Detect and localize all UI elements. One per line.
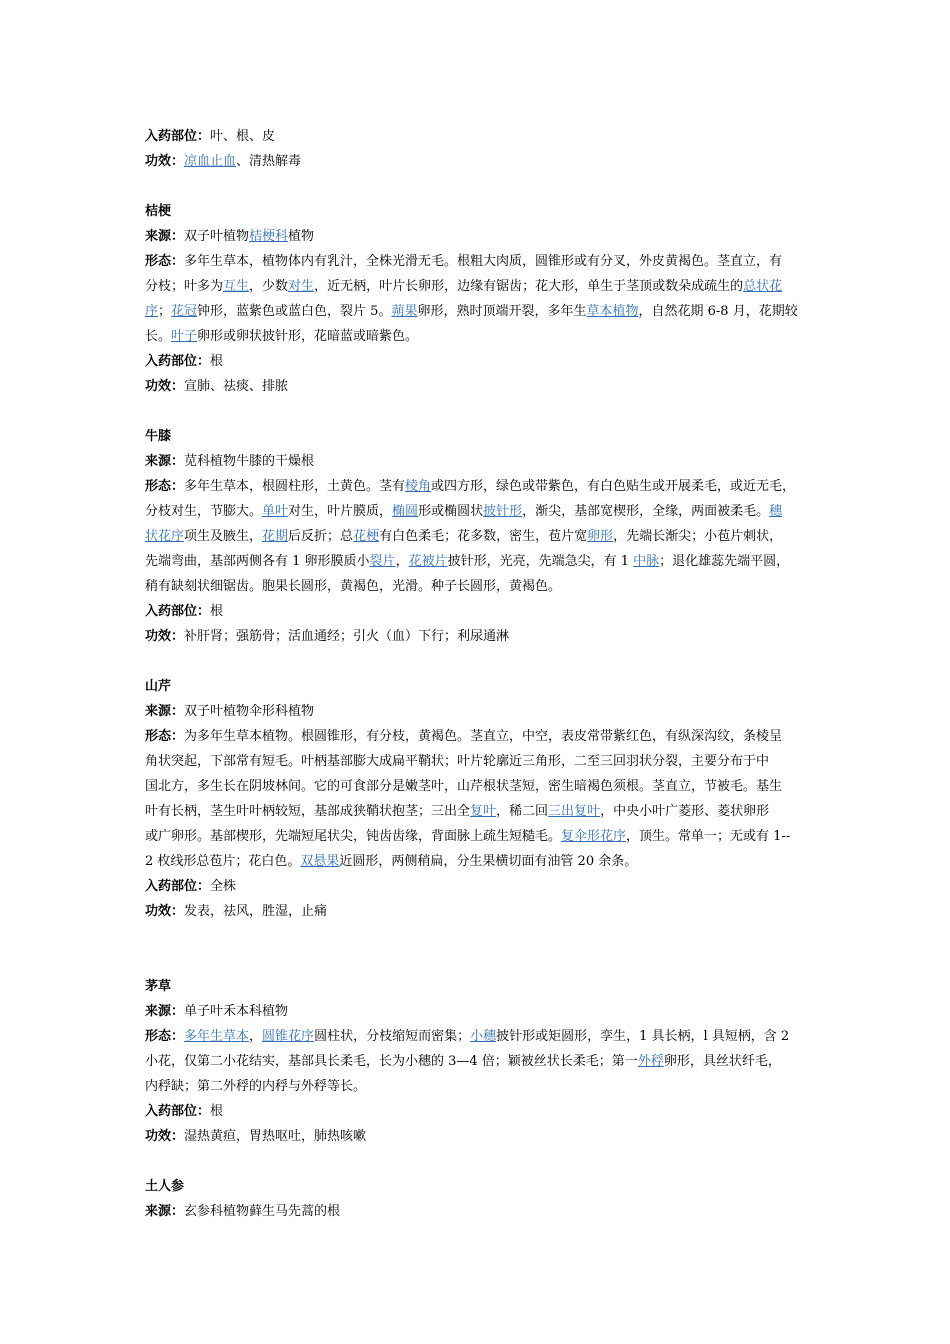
link-shuoguo[interactable]: 蒴果 (391, 304, 418, 319)
part-row: 入药部位：根 (145, 1104, 224, 1119)
link-sui[interactable]: 穗 (769, 504, 783, 519)
effect-row: 功效：凉血止血、清热解毒 (145, 154, 302, 169)
part-value: 叶、根、皮 (210, 129, 276, 144)
link-zhuanghuaxu[interactable]: 状花序 (145, 529, 185, 544)
effect-row: 功效：发表，祛风，胜湿，止痛 (145, 904, 328, 919)
link-duisheng[interactable]: 对生 (288, 279, 315, 294)
link-jiegengke[interactable]: 桔梗科 (249, 229, 289, 244)
link-huaguan[interactable]: 花冠 (171, 304, 198, 319)
part-row: 入药部位：全株 (145, 879, 237, 894)
link-shuangxuanguo[interactable]: 双悬果 (300, 854, 340, 869)
link-liepian[interactable]: 裂片 (369, 554, 396, 569)
source-row: 来源：双子叶植物伞形科植物 (145, 704, 315, 719)
effect-row: 功效：宣肺、祛痰、排脓 (145, 379, 289, 394)
effect-row: 功效：补肝肾；强筋骨；活血通经；引火（血）下行；利尿通淋 (145, 629, 510, 644)
link-luanxing[interactable]: 卵形 (587, 529, 614, 544)
link-xiaosui[interactable]: 小穗 (470, 1029, 497, 1044)
link-huabeipian[interactable]: 花被片 (408, 554, 448, 569)
source-row: 来源：双子叶植物桔梗科植物 (145, 229, 315, 244)
entry-title: 山芹 (145, 679, 172, 694)
link-yuanzhuihuaxu[interactable]: 圆锥花序 (262, 1029, 315, 1044)
link-yezi[interactable]: 叶子 (171, 329, 198, 344)
entry-title: 桔梗 (145, 204, 172, 219)
link-liangxue[interactable]: 凉血止血 (184, 154, 237, 169)
link-caobenzhiwu[interactable]: 草本植物 (586, 304, 639, 319)
morph-row: 形态：多年生草本，植物体内有乳汁，全株光滑无毛。根粗大肉质，圆锥形或有分叉，外皮黄褐色。茎直立，有 (145, 254, 783, 269)
morph-row: 形态：多年生草本，圆锥花序圆柱状，分枝缩短而密集；小穗披针形或矩圆形，孪生，1 具长柄，l 具短柄，含 2 (145, 1029, 790, 1044)
link-waifu[interactable]: 外稃 (637, 1054, 664, 1069)
part-label: 入药部位： (145, 129, 211, 144)
effect-label: 功效： (145, 154, 185, 169)
morph-row: 形态：为多年生草本植物。根圆锥形，有分枝，黄褐色。茎直立，中空，表皮常带紫红色，有纵深沟纹，条棱呈 (145, 729, 783, 744)
link-sanchufuye[interactable]: 三出复叶 (548, 804, 601, 819)
link-husheng[interactable]: 互生 (223, 279, 250, 294)
link-zhongmai[interactable]: 中脉 (633, 554, 660, 569)
source-row: 来源：单子叶禾本科植物 (145, 1004, 289, 1019)
part-row (145, 124, 815, 149)
entry-title: 牛膝 (145, 429, 172, 444)
part-row: 入药部位：根 (145, 604, 224, 619)
morph-row: 形态：多年生草本，根圆柱形，土黄色。茎有棱角或四方形，绿色或带紫色，有白色贴生或开展柔毛，或近无毛， (145, 479, 796, 494)
entry-title: 茅草 (145, 979, 172, 994)
entry-title: 土人参 (145, 1179, 185, 1194)
link-huaqi[interactable]: 花期 (262, 529, 289, 544)
source-row: 来源：玄参科植物藓生马先蒿的根 (145, 1204, 341, 1219)
link-huageng[interactable]: 花梗 (353, 529, 380, 544)
link-zongzhuanghua[interactable]: 总状花 (743, 279, 783, 294)
link-pizhenxing[interactable]: 披针形 (483, 504, 523, 519)
link-fuye[interactable]: 复叶 (470, 804, 497, 819)
link-danye[interactable]: 单叶 (262, 504, 289, 519)
link-lengjiao[interactable]: 棱角 (405, 479, 432, 494)
link-xu[interactable]: 序 (145, 304, 159, 319)
link-tuoyuan[interactable]: 椭圆 (392, 504, 419, 519)
source-row: 来源：苋科植物牛膝的干燥根 (145, 454, 315, 469)
link-fusanxinghuaxu[interactable]: 复伞形花序 (561, 829, 627, 844)
part-row: 入药部位：根 (145, 354, 224, 369)
link-duoniansheng[interactable]: 多年生草本 (184, 1029, 250, 1044)
effect-row: 功效：湿热黄疸，胃热呕吐，肺热咳嗽 (145, 1129, 367, 1144)
document-page: 入药部位：叶、根、皮 功效：凉血止血、清热解毒 桔梗 来源：双子叶植物桔梗科植物 形态：多年生草本，植物体内有乳汁，全株光滑无毛。根粗大肉质，圆锥形或有分叉，外皮黄褐色。茎直立，有 分枝；叶多为互生，少数对生，近无柄，叶片长卵形，边缘有锯齿；花大形，单生于茎顶或数朵成疏生的总状花 序；花冠钟形，蓝紫色或蓝白色，裂片 5。蒴果卵形，熟时顶端开裂，多年生草本植物，自然花期 6-8 月，花期较 长。叶子卵形或卵状披针形，花暗蓝或暗紫色。 入药部位：根 功效：宣肺、祛痰、排脓 牛膝 来源：苋科植物牛膝的干燥根 形态：多年生草本，根圆柱形，土黄色。茎有棱角或四方形，绿色或带紫色，有白色贴生或开展柔毛，或近无毛， 分枝对生，节膨大。单叶对生，叶片膜质，椭圆形或椭圆状披针形，渐尖，基部宽楔形，全缘，两面被柔毛。穗 状花序项生及腋生，花期后反折；总花梗有白色柔毛；花多数，密生，苞片宽卵形，先端长渐尖；小苞片刺状， 先端弯曲，基部两侧各有 1 卵形膜质小裂片，花被片披针形，光亮，先端急尖，有 1 中脉；退化雄蕊先端平圆， 稍有缺刻状细锯齿。胞果长圆形，黄褐色，光滑。种子长圆形，黄褐色。 入药部位：根 功效：补肝肾；强筋骨；活血通经；引火（血）下行；利尿通淋 山芹 来源：双子叶植物伞形科植物 形态：为多年生草本植物。根圆锥形，有分枝，黄褐色。茎直立，中空，表皮常带紫红色，有纵深沟纹，条棱呈 角状突起，下部常有短毛。叶柄基部膨大成扁平鞘状；叶片轮廓近三角形，二至三回羽状分裂，主要分布于中 国北方，多生长在阴坡林间。它的可食部分是嫩茎叶，山芹根状茎短，密生暗褐色须根。茎直立，节被毛。基生 叶有长柄，茎生叶叶柄较短，基部成狭鞘状抱茎；三出全复叶，稀二回三出复叶，中央小叶广菱形、菱状卵形 或广卵形。基部楔形，先端短尾状尖，钝齿齿缘，背面脉上疏生短糙毛。复伞形花序，顶生。常单一；无或有 1-- 2 枚线形总苞片；花白色。双悬果近圆形，两侧稍扁，分生果横切面有油管 20 余条。 入药部位：全株 功效：发表，祛风，胜湿，止痛 茅草 来源：单子叶禾本科植物 形态：多年生草本，圆锥花序圆柱状，分枝缩短而密集；小穗披针形或矩圆形，孪生，1 具长柄，l 具短柄，含 2 小花，仅第二小花结实，基部具长柔毛，长为小穗的 3—4 倍；颖被丝状长柔毛；第一外稃卵形，具丝状纤毛， 内稃缺；第二外稃的内稃与外稃等长。 入药部位：根 功效：湿热黄疸，胃热呕吐，肺热咳嗽 土人参 来源：玄参科植物藓生马先蒿的根 (145, 124, 815, 1224)
